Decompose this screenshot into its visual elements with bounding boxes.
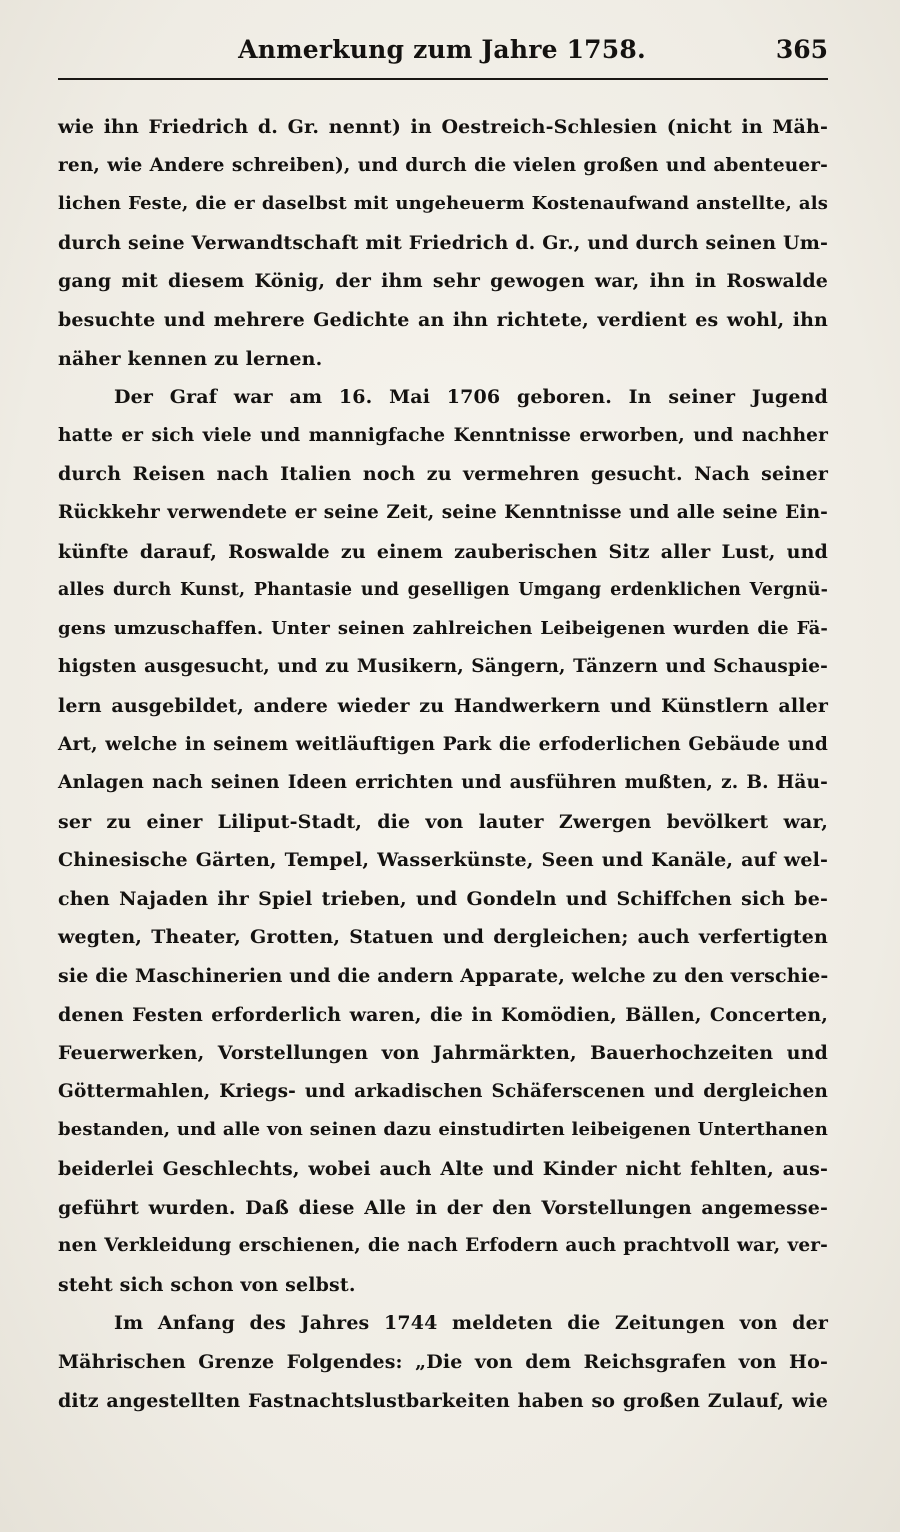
text-line: Mährischen Grenze Folgendes: „Die von dem Reichsgrafen von Ho- <box>58 1351 828 1373</box>
text-line: sie die Maschinerien und die andern Apparate, welche zu den verschie- <box>58 965 829 988</box>
text-line: gens umzuschaffen. Unter seinen zahlreichen Leibeigenen wurden die Fä- <box>58 617 828 639</box>
text-line: Art, welche in seinem weitläuftigen Park die erfoderlichen Gebäude und <box>58 733 828 755</box>
page-header <box>56 28 828 72</box>
text-line: besuchte und mehrere Gedichte an ihn richtete, verdient es wohl, ihn <box>58 308 828 331</box>
page-number: 365 <box>775 35 828 64</box>
text-line: nen Verkleidung erschienen, die nach Erfodern auch prachtvoll war, ver- <box>58 1235 828 1257</box>
text-line: bestanden, und alle von seinen dazu einstudirten leibeigenen Unterthanen <box>58 1119 828 1141</box>
header-rule <box>58 78 828 80</box>
text-line: Chinesische Gärten, Tempel, Wasserkünste, Seen und Kanäle, auf wel- <box>58 849 828 872</box>
text-line: wie ihn Friedrich d. Gr. nennt) in Oestreich-Schlesien (nicht in Mäh- <box>58 116 828 138</box>
body-text <box>58 108 828 1420</box>
text-line: ditz angestellten Fastnachtslustbarkeiten haben so großen Zulauf, wie <box>58 1389 828 1412</box>
text-line: künfte darauf, Roswalde zu einem zauberischen Sitz aller Lust, und <box>58 540 828 563</box>
text-line: wegten, Theater, Grotten, Statuen und dergleichen; auch verfertigten <box>58 926 828 949</box>
text-line: durch seine Verwandtschaft mit Friedrich d. Gr., und durch seinen Um- <box>58 231 828 254</box>
text-line: gang mit diesem König, der ihm sehr gewogen war, ihn in Roswalde <box>58 270 828 293</box>
text-line: alles durch Kunst, Phantasie und geselligen Umgang erdenklichen Vergnü- <box>58 580 828 601</box>
text-line: chen Najaden ihr Spiel trieben, und Gondeln und Schiffchen sich be- <box>58 887 828 910</box>
text-line: beiderlei Geschlechts, wobei auch Alte und Kinder nicht fehlten, aus- <box>58 1158 828 1181</box>
text-line: Feuerwerken, Vorstellungen von Jahrmärkten, Bauerhochzeiten und <box>58 1042 828 1065</box>
text-line: geführt wurden. Daß diese Alle in der den Vorstellungen angemesse- <box>58 1196 828 1219</box>
text-line: Der Graf war am 16. Mai 1706 geboren. In seiner Jugend <box>114 386 828 409</box>
text-line: ser zu einer Liliput-Stadt, die von lauter Zwergen bevölkert war, <box>58 810 828 833</box>
text-line: Anlagen nach seinen Ideen errichten und ausführen mußten, z. B. Häu- <box>58 772 828 794</box>
text-line: lichen Feste, die er daselbst mit ungeheuerm Kostenaufwand anstellte, als <box>58 193 828 215</box>
text-line: Im Anfang des Jahres 1744 meldeten die Zeitungen von der <box>114 1312 828 1335</box>
text-line: durch Reisen nach Italien noch zu vermehren gesucht. Nach seiner <box>58 463 828 486</box>
text-line: higsten ausgesucht, und zu Musikern, Sängern, Tänzern und Schauspie- <box>58 656 828 678</box>
text-line: hatte er sich viele und mannigfache Kenntnisse erworben, und nachher <box>58 424 828 446</box>
text-line: ren, wie Andere schreiben), und durch die vielen großen und abenteuer- <box>58 154 828 176</box>
text-line: näher kennen zu lernen. <box>58 347 323 370</box>
running-title: Anmerkung zum Jahre 1758. <box>238 35 646 64</box>
text-line: denen Festen erforderlich waren, die in Komödien, Bällen, Concerten, <box>58 1003 828 1026</box>
text-line: Göttermahlen, Kriegs- und arkadischen Schäferscenen und dergleichen <box>58 1080 828 1102</box>
text-line: lern ausgebildet, andere wieder zu Handwerkern und Künstlern aller <box>58 694 828 717</box>
text-line: Rückkehr verwendete er seine Zeit, seine Kenntnisse und alle seine Ein- <box>58 501 828 523</box>
text-line: steht sich schon von selbst. <box>58 1273 356 1296</box>
